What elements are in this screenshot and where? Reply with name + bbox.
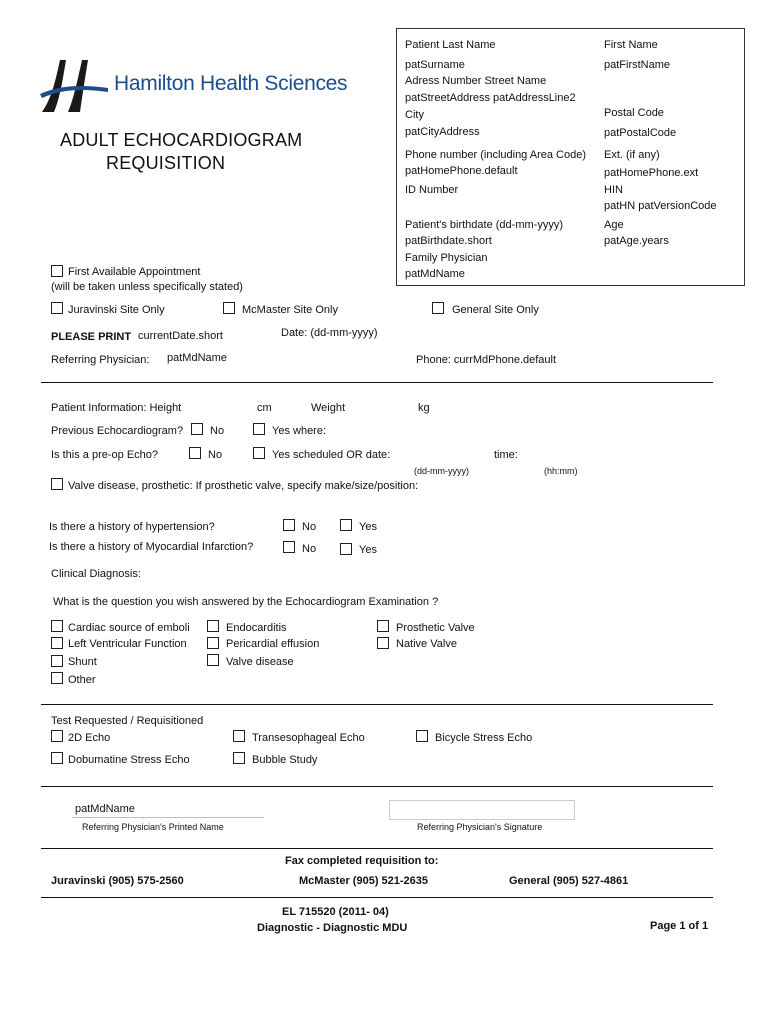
hypertension-no-checkbox[interactable] xyxy=(283,519,295,531)
native-valve-checkbox[interactable] xyxy=(377,637,389,649)
divider xyxy=(41,897,713,898)
mi-yes-label: Yes xyxy=(359,544,377,556)
echo-2d-label: 2D Echo xyxy=(68,732,111,744)
juravinski-site-label: Juravinski Site Only xyxy=(68,304,165,316)
phone-label: Phone number (including Area Code) xyxy=(405,149,587,161)
valve-disease-checkbox[interactable] xyxy=(51,478,63,490)
previous-echo-yes-label: Yes where: xyxy=(272,425,327,437)
endocarditis-label: Endocarditis xyxy=(226,622,287,634)
printed-name-label: Referring Physician's Printed Name xyxy=(82,822,224,832)
native-valve-label: Native Valve xyxy=(396,638,457,650)
hin-value[interactable]: patHN patVersionCode xyxy=(604,200,717,212)
divider xyxy=(41,786,713,787)
age-label: Age xyxy=(604,219,624,231)
tee-checkbox[interactable] xyxy=(233,730,245,742)
hin-label: HIN xyxy=(604,184,623,196)
family-physician-value[interactable]: patMdName xyxy=(405,268,465,280)
weight-label: Weight xyxy=(311,402,346,414)
prosthetic-valve-label: Prosthetic Valve xyxy=(396,622,475,634)
printed-name-line xyxy=(72,817,264,818)
age-value[interactable]: patAge.years xyxy=(604,235,669,247)
date-format-hint: (dd-mm-yyyy) xyxy=(414,466,469,476)
bicycle-label: Bicycle Stress Echo xyxy=(435,732,533,744)
prosthetic-valve-checkbox[interactable] xyxy=(377,620,389,632)
ext-value[interactable]: patHomePhone.ext xyxy=(604,167,699,179)
first-name-label: First Name xyxy=(604,39,658,51)
logo-text: Hamilton Health Sciences xyxy=(114,72,348,95)
preop-time-label: time: xyxy=(494,449,518,461)
dobutamine-checkbox[interactable] xyxy=(51,752,63,764)
time-format-hint: (hh:mm) xyxy=(544,466,578,476)
id-label: ID Number xyxy=(405,184,459,196)
referring-phone-label: Phone: currMdPhone.default xyxy=(416,354,557,366)
hypertension-no-label: No xyxy=(302,521,317,533)
question-label: What is the question you wish answered by the Echocardiogram Examination ? xyxy=(53,596,439,608)
bicycle-checkbox[interactable] xyxy=(416,730,428,742)
previous-echo-no-checkbox[interactable] xyxy=(191,423,203,435)
valve-disease-q-checkbox[interactable] xyxy=(207,654,219,666)
tests-label: Test Requested / Requisitioned xyxy=(51,715,204,727)
signature-label: Referring Physician's Signature xyxy=(417,822,543,832)
other-checkbox[interactable] xyxy=(51,672,63,684)
first-available-checkbox[interactable] xyxy=(51,265,63,277)
general-fax: General (905) 527-4861 xyxy=(509,875,629,887)
endocarditis-checkbox[interactable] xyxy=(207,620,219,632)
please-print-label: PLEASE PRINT xyxy=(51,331,132,343)
pericardial-label: Pericardial effusion xyxy=(226,638,320,650)
valve-disease-q-label: Valve disease xyxy=(226,656,294,668)
bubble-label: Bubble Study xyxy=(252,754,318,766)
previous-echo-no-label: No xyxy=(210,425,225,437)
preop-no-checkbox[interactable] xyxy=(189,447,201,459)
postal-value[interactable]: patPostalCode xyxy=(604,127,677,139)
shunt-checkbox[interactable] xyxy=(51,655,63,667)
form-code: EL 715520 (2011- 04) xyxy=(282,906,389,918)
birthdate-label: Patient's birthdate (dd-mm-yyyy) xyxy=(405,219,563,231)
first-name-value[interactable]: patFirstName xyxy=(604,59,671,71)
tee-label: Transesophageal Echo xyxy=(252,732,365,744)
preop-label: Is this a pre-op Echo? xyxy=(51,449,159,461)
first-available-label: First Available Appointment xyxy=(68,266,201,278)
preop-yes-label: Yes scheduled OR date: xyxy=(272,449,391,461)
city-value[interactable]: patCityAddress xyxy=(405,126,480,138)
physician-printed-name-value[interactable]: patMdName xyxy=(75,803,135,815)
preop-yes-checkbox[interactable] xyxy=(253,447,265,459)
preop-no-label: No xyxy=(208,449,223,461)
fax-label: Fax completed requisition to: xyxy=(285,855,439,867)
address-label: Adress Number Street Name xyxy=(405,75,547,87)
bubble-checkbox[interactable] xyxy=(233,752,245,764)
lv-function-checkbox[interactable] xyxy=(51,637,63,649)
cm-label: cm xyxy=(257,402,272,414)
shunt-label: Shunt xyxy=(68,656,97,668)
address-value[interactable]: patStreetAddress patAddressLine2 xyxy=(405,92,576,104)
postal-label: Postal Code xyxy=(604,107,664,119)
form-title-line2: REQUISITION xyxy=(106,153,226,173)
hypertension-label: Is there a history of hypertension? xyxy=(49,521,215,533)
department: Diagnostic - Diagnostic MDU xyxy=(257,922,408,934)
valve-disease-label: Valve disease, prosthetic: If prosthetic valve, specify make/size/position: xyxy=(68,480,419,492)
page-number: Page 1 of 1 xyxy=(650,920,709,932)
general-site-label: General Site Only xyxy=(452,304,539,316)
dobutamine-label: Dobumatine Stress Echo xyxy=(68,754,190,766)
clinical-diagnosis-label: Clinical Diagnosis: xyxy=(51,568,141,580)
ext-label: Ext. (if any) xyxy=(604,149,660,161)
mi-label: Is there a history of Myocardial Infarction? xyxy=(49,541,254,553)
previous-echo-label: Previous Echocardiogram? xyxy=(51,425,184,437)
first-available-note: (will be taken unless specifically stated) xyxy=(51,281,243,293)
mi-no-checkbox[interactable] xyxy=(283,541,295,553)
divider xyxy=(41,382,713,383)
referring-physician-label: Referring Physician: xyxy=(51,354,150,366)
hhs-logo-icon xyxy=(38,58,110,114)
date-format-label: Date: (dd-mm-yyyy) xyxy=(281,327,378,339)
echo-2d-checkbox[interactable] xyxy=(51,730,63,742)
mcmaster-site-label: McMaster Site Only xyxy=(242,304,338,316)
last-name-value[interactable]: patSurname xyxy=(405,59,465,71)
signature-field[interactable] xyxy=(389,800,575,820)
hypertension-yes-checkbox[interactable] xyxy=(340,519,352,531)
lv-function-label: Left Ventricular Function xyxy=(68,638,187,650)
form-title-line1: ADULT ECHOCARDIOGRAM xyxy=(60,130,303,150)
other-label: Other xyxy=(68,674,96,686)
phone-value[interactable]: patHomePhone.default xyxy=(405,165,518,177)
mcmaster-fax: McMaster (905) 521-2635 xyxy=(299,875,429,887)
pericardial-checkbox[interactable] xyxy=(207,637,219,649)
last-name-label: Patient Last Name xyxy=(405,39,496,51)
hypertension-yes-label: Yes xyxy=(359,521,377,533)
birthdate-value[interactable]: patBirthdate.short xyxy=(405,235,492,247)
kg-label: kg xyxy=(418,402,430,414)
previous-echo-yes-checkbox[interactable] xyxy=(253,423,265,435)
general-site-checkbox[interactable] xyxy=(432,302,444,314)
juravinski-fax: Juravinski (905) 575-2560 xyxy=(51,875,184,887)
mcmaster-site-checkbox[interactable] xyxy=(223,302,235,314)
cardiac-source-checkbox[interactable] xyxy=(51,620,63,632)
referring-physician-value[interactable]: patMdName xyxy=(167,352,227,364)
height-label: Patient Information: Height xyxy=(51,402,182,414)
logo xyxy=(38,58,110,117)
juravinski-site-checkbox[interactable] xyxy=(51,302,63,314)
mi-yes-checkbox[interactable] xyxy=(340,543,352,555)
divider xyxy=(41,848,713,849)
divider xyxy=(41,704,713,705)
cardiac-source-label: Cardiac source of emboli xyxy=(68,622,190,634)
mi-no-label: No xyxy=(302,543,317,555)
current-date-value[interactable]: currentDate.short xyxy=(138,330,223,342)
city-label: City xyxy=(405,109,424,121)
family-physician-label: Family Physician xyxy=(405,252,488,264)
